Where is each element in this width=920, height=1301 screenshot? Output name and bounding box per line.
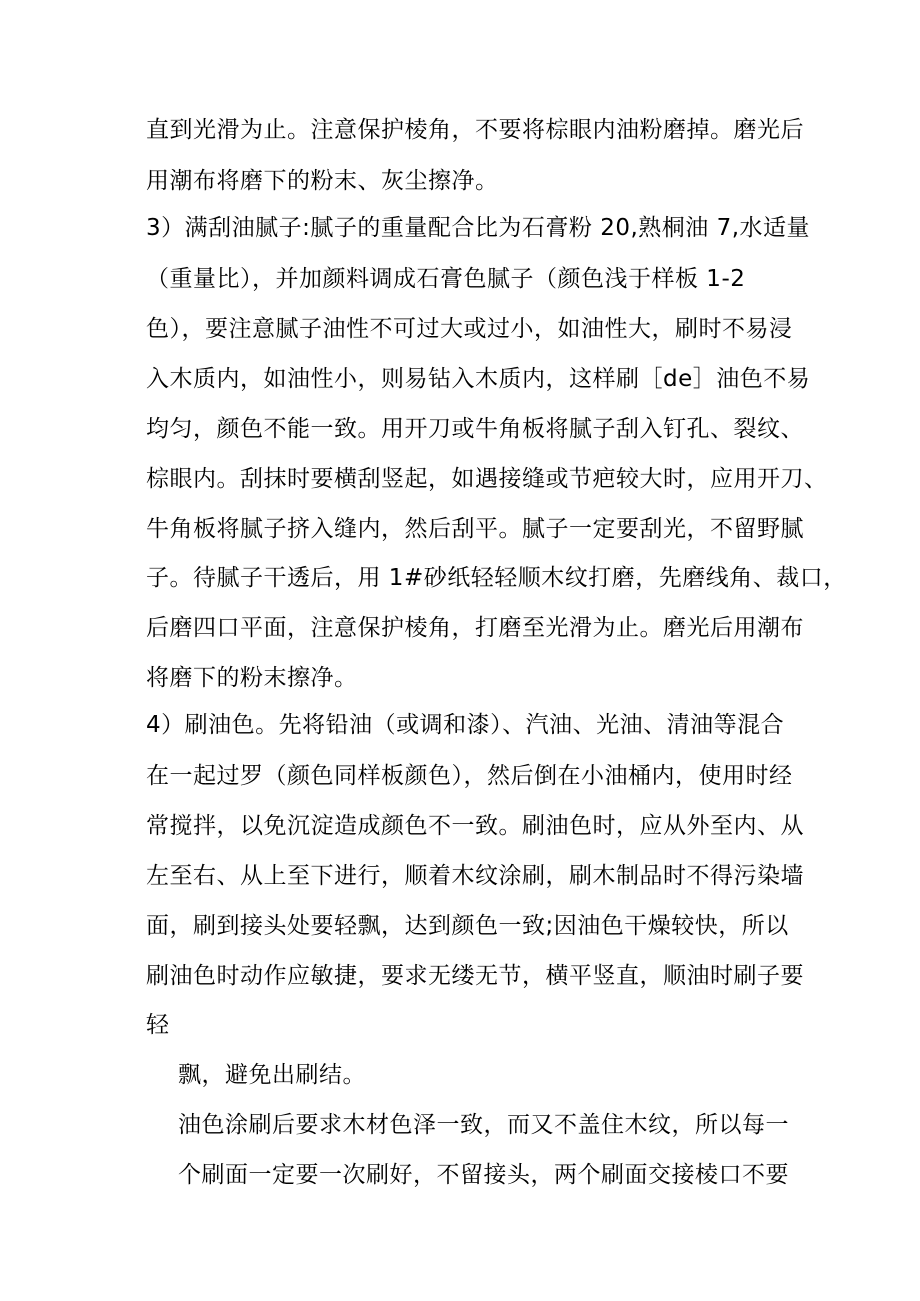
text-line: 常搅拌，以免沉淀造成颜色不一致。刷油色时，应从外至内、从 [146,813,804,839]
text-line: 左至右、从上至下进行，顺着木纹涂刷，刷木制品时不得污染墙 [146,863,804,889]
text-line: 用潮布将磨下的粉末、灰尘擦净。 [146,168,499,194]
text-line: 均匀，颜色不能一致。用开刀或牛角板将腻子刮入钉孔、裂纹、 [146,416,804,442]
text-line: 直到光滑为止。注意保护棱角，不要将棕眼内油粉磨掉。磨光后 [146,117,804,143]
text-line: 刷油色时动作应敏捷，要求无缕无节，横平竖直，顺油时刷子要 [146,963,804,989]
text-line: 面，刷到接头处要轻飘，达到颜色一致;因油色干燥较快，所以 [146,913,789,939]
text-line: 3）满刮油腻子:腻子的重量配合比为石膏粉 20,熟桐油 7,水适量 [146,215,811,241]
text-line: 棕眼内。刮抹时要横刮竖起，如遇接缝或节疤较大时，应用开刀、 [146,466,828,492]
text-line: 个刷面一定要一次刷好，不留接头，两个刷面交接棱口不要 [178,1162,789,1188]
text-line: 轻 [146,1012,170,1038]
text-line: 入木质内，如油性小，则易钻入木质内，这样刷［de］油色不易 [146,366,811,392]
text-line: 子。待腻子干透后，用 1#砂纸轻轻顺木纹打磨，先磨线角、裁口， [146,565,847,591]
text-line: （重量比），并加颜料调成石膏色腻子（颜色浅于样板 1-2 [146,266,746,292]
text-line: 在一起过罗（颜色同样板颜色），然后倒在小油桶内，使用时经 [146,763,793,789]
text-line: 4）刷油色。先将铅油（或调和漆）、汽油、光油、清油等混合 [146,712,785,738]
text-line: 油色涂刷后要求木材色泽一致，而又不盖住木纹，所以每一 [178,1112,789,1138]
text-line: 飘，避免出刷结。 [178,1062,366,1088]
text-line: 色），要注意腻子油性不可过大或过小，如油性大，刷时不易浸 [146,316,793,342]
text-line: 后磨四口平面，注意保护棱角，打磨至光滑为止。磨光后用潮布 [146,615,804,641]
text-line: 将磨下的粉末擦净。 [146,665,358,691]
text-line: 牛角板将腻子挤入缝内，然后刮平。腻子一定要刮光，不留野腻 [146,516,804,542]
